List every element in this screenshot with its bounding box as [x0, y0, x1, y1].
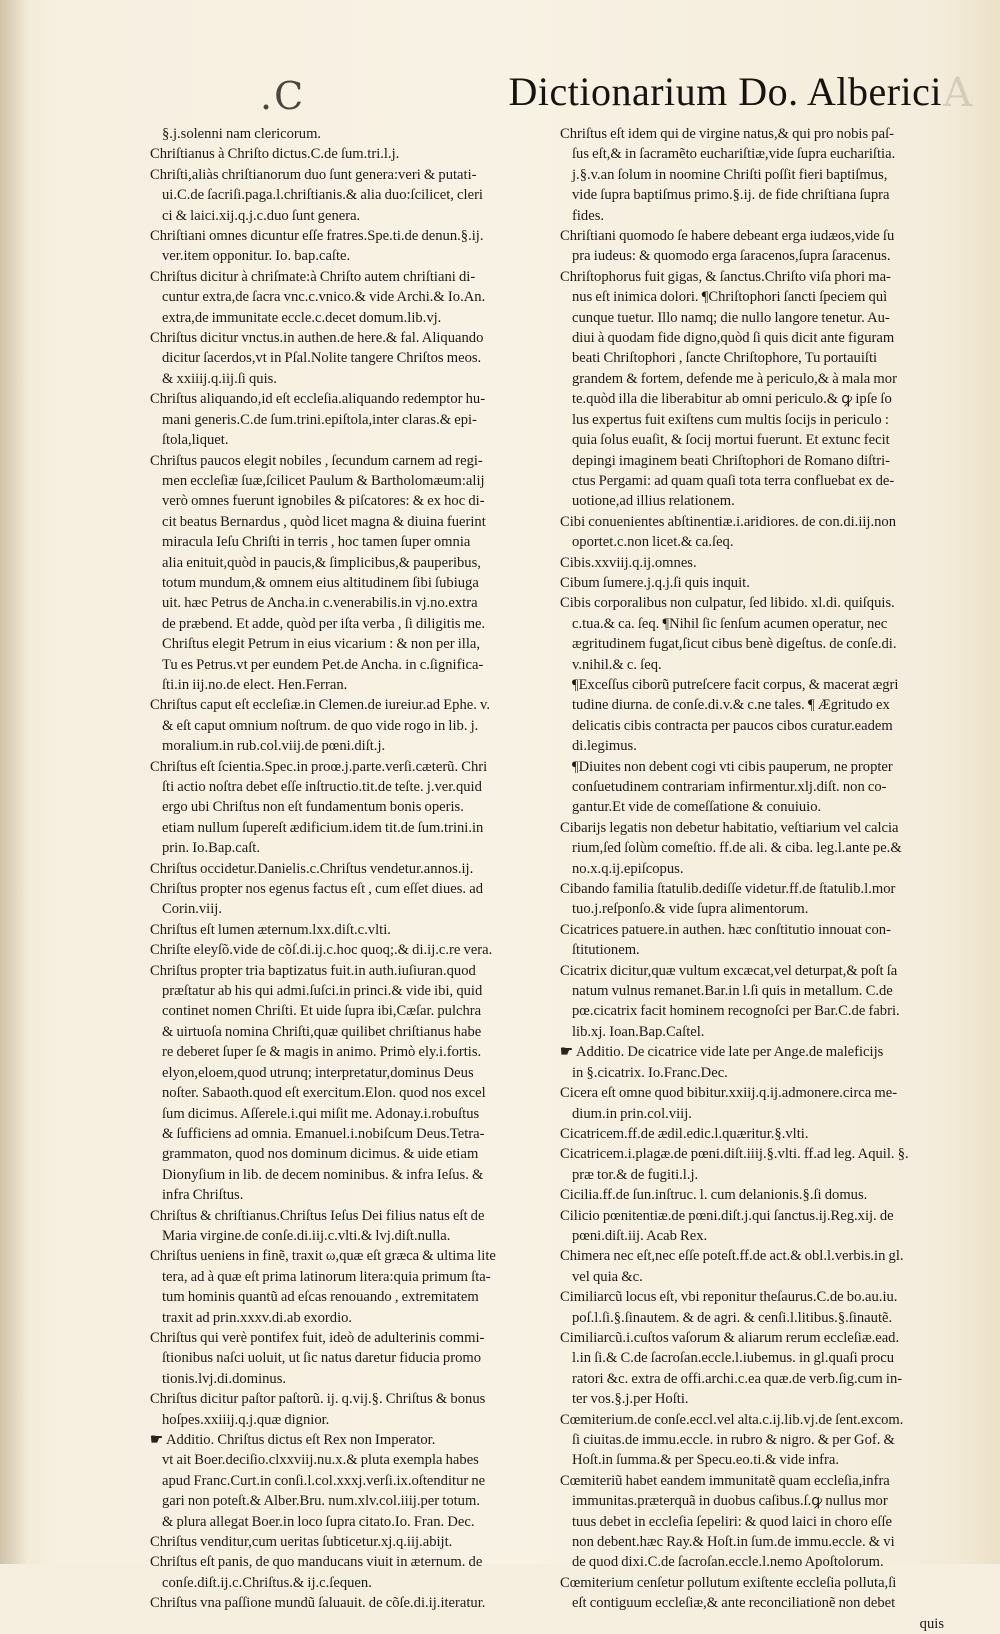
entry-text: Chriſtiani omnes dicuntur eſſe fratres.Spe.ti.de denun.§.ij. ver.item opponitur. Io. bap.caſte.: [150, 228, 484, 265]
dictionary-entry: [560, 593, 952, 675]
entry-text: Cibis corporalibus non culpatur, ſed libido. xl.di. quiſquis. c.tua.& ca. ſeq. ¶Nihil ſic ſenſum acumen operatur, nec ægritudinem fugat,ſicut cibus benè digeſtus. de conſe.di. v.nihil.& c. ſeq.: [560, 595, 897, 673]
dictionary-entry: [560, 961, 952, 1043]
dictionary-entry: [560, 1144, 952, 1185]
entry-text: Cicatricem.ff.de ædil.edic.l.quæritur.§.vlti.: [560, 1125, 809, 1142]
dictionary-entry: [560, 1471, 952, 1573]
entry-text: Chriſtus & chriſtianus.Chriſtus Ieſus Dei filius natus eſt de Maria virgine.de conſe.di.iij.c.vlti.& lvj.diſt.nulla.: [150, 1207, 485, 1244]
dictionary-entry: [150, 389, 550, 450]
entry-text: Cicatrices patuere.in authen. hæc conſtitutio innouat con- ſtitutionem.: [560, 921, 891, 959]
dictionary-entry: [560, 1328, 952, 1410]
addition-hand-icon: ☛: [560, 1044, 574, 1061]
dictionary-entry: [560, 267, 952, 512]
dictionary-entry: [150, 1532, 550, 1552]
additio-entry: [560, 1042, 952, 1083]
left-column: [150, 124, 550, 1614]
entry-text: ¶Exceſſus ciborũ putreſcere facit corpus, & macerat ægri tudine diurna. de conſe.di.v.& c.ne tales. ¶ Ægritudo ex delicatis cibis contracta per paucos cibos curatur.eadem di.legimus.: [572, 676, 899, 755]
entry-text: Cicera eſt omne quod bibitur.xxiij.q.ij.admonere.circa me- dium.in prin.col.viij.: [560, 1085, 898, 1122]
entry-text: Chriſtus eſt idem qui de virgine natus,& qui pro nobis paſ- ſus eſt,& in ſacramẽto euchariſtiæ,vide ſupra euchariſtia. j.§.v.an ſolum in noomine Chriſti poſſit fieri baptiſmus, vide ſupra baptiſmus primo.§.ij. de fide chriſtiana ſupra fides.: [560, 126, 896, 224]
entry-text: §.j.solenni nam clericorum.: [162, 126, 322, 142]
entry-text: Chriſtus qui verè pontifex fuit, ideò de adulterinis commi- ſtionibus naſci uoluit, ut ſic natus daretur fiducia promo tionis.lvj.di.dominus.: [150, 1329, 485, 1387]
dictionary-entry: [560, 818, 952, 879]
dictionary-entry: [150, 1552, 550, 1593]
dictionary-entry: [150, 940, 550, 960]
addition-hand-icon: ☛: [150, 1432, 164, 1448]
entry-text: Chriſtus paucos elegit nobiles , ſecundum carnem ad regi- men eccleſiæ ſuæ,ſcilicet Paulum & Bartholomæum:alij verò omnes fuerunt ignobiles & piſcatores: & ex hoc di- cit beatus Bernardus , quòd licet magna & diuina fuerint miracula Ieſu Chriſti in terris , hoc tamen ſuper omnia alia enituit,quòd in paucis,& ſimplicibus,& pauperibus, totum mundum,& omnem eius altitudinem ſibi ſubiuga uit. hæc Petrus de Ancha.in c.venerabilis.in vj.no.extra de præbend. Et adde, quòd per iſta verba , ſi diligitis me. Chriſtus elegit Petrum in eius vicarium : & non per illa, Tu es Petrus.vt per eundem Pet.de Ancha. in c.ſignifica- ſti.in iij.no.de elect. Hen.Ferran.: [150, 452, 486, 693]
dictionary-entry: [150, 859, 550, 879]
dictionary-entry: [150, 124, 550, 144]
entry-text: Chriſte eleyſõ.vide de cõſ.di.ij.c.hoc quoq;.& di.ij.c.re vera.: [150, 942, 493, 959]
entry-text: Chriſtus venditur,cum ueritas ſubticetur.xj.q.iij.abijt.: [150, 1534, 453, 1551]
dictionary-entry: [560, 226, 952, 267]
dictionary-entry: [150, 226, 550, 267]
entry-text: Chimera nec eſt,nec eſſe poteſt.ff.de act.& obl.l.verbis.in gl. vel quia &c.: [560, 1248, 904, 1285]
entry-text: ¶Diuites non debent cogi vti cibis pauperum, ne propter conſuetudinem contrariam infirmentur.xlj.diſt. non co- gantur.Et vide de comeſſatione & conuiuio.: [572, 758, 893, 816]
page-header: [150, 68, 972, 128]
entry-text: Chriſtus caput eſt eccleſiæ.in Clemen.de iureiur.ad Ephe. v. & eſt caput omnium noſtrum. de quo vide rogo in lib. j. moralium.in rub.col.viij.de pœni.diſt.j.: [150, 697, 491, 755]
dictionary-entry: [560, 1287, 952, 1328]
dictionary-entry: [150, 920, 550, 940]
dictionary-entry: [150, 267, 550, 328]
dictionary-entry: [150, 1206, 550, 1247]
entry-text: Chriſtianus à Chriſto dictus.C.de ſum.tri.l.j.: [150, 146, 400, 163]
entry-text: Chriſtus eſt panis, de quo manducans viuit in æternum. de conſe.diſt.ij.c.Chriſtus.& ij.c.ſequen.: [150, 1554, 483, 1591]
dictionary-entry: [560, 879, 952, 920]
catchword: quis: [919, 1615, 944, 1632]
dictionary-entry: [150, 879, 550, 920]
entry-text: Chriſtus aliquando,id eſt eccleſia.aliquando redemptor hu- mani generis.C.de ſum.trini.epiſtola,inter claras.& epi- ſtola,liquet.: [150, 391, 486, 449]
dictionary-entry: [560, 1124, 952, 1144]
dictionary-entry: [150, 144, 550, 164]
entry-text: Cibarijs legatis non debetur habitatio, veſtiarium vel calcia rium,ſed ſolùm comeſtio. ff.de ali. & ciba. leg.l.ante pe.& no.x.q.ij.epiſcopus.: [560, 819, 902, 877]
dictionary-entry: [560, 757, 952, 818]
folio-mark: .C: [260, 74, 306, 118]
entry-text: Cœmiteriũ habet eandem immunitatẽ quam eccleſia,infra immunitas.præterquã in duobus caſibus.ſ.ꝙ nullus mor tuus debet in eccleſia ſepeliri: & quod laici in choro eſſe non debent.hæc Ray.& Hoſt.in ſum.de immu.eccle. & vi de quod dixi.C.de ſacroſan.eccle.l.nemo Apoſtolorum.: [560, 1472, 895, 1571]
entry-text: Cimiliarcũ locus eſt, vbi reponitur theſaurus.C.de bo.au.iu. poſ.l.ſi.§.ſinautem. & de agri. & cenſi.l.litibus.§.ſinautẽ.: [560, 1289, 898, 1326]
entry-text: Chriſtus occidetur.Danielis.c.Chriſtus vendetur.annos.ij.: [150, 860, 474, 877]
right-column: [560, 124, 952, 1634]
dictionary-entry: [150, 961, 550, 1206]
entry-text: Chriſtus eſt ſcientia.Spec.in proœ.j.parte.verſi.cæterũ. Chri ſti actio noſtra debet eſſe inſtructio.tit.de teſte. j.ver.quid ergo ubi Chriſtus non eſt fundamentum bonis operis. etiam nullum ſupereſt ædificium.idem tit.de ſum.trini.in prin. Io.Bap.caſt.: [150, 758, 488, 857]
dictionary-entry: [560, 553, 952, 573]
entry-text: Additio. De cicatrice vide late per Ange.de maleficijs in §.cicatrix. Io.Franc.Dec.: [572, 1044, 884, 1081]
dictionary-entry: [560, 512, 952, 553]
dictionary-entry: [560, 1206, 952, 1247]
dictionary-entry: [150, 165, 550, 226]
entry-text: Chriſtus vna paſſione mundũ ſaluauit. de cõſe.di.ij.iteratur.: [150, 1595, 486, 1612]
dictionary-entry: [150, 1328, 550, 1389]
dictionary-entry: [150, 1389, 550, 1430]
entry-text: Chriſti,aliàs chriſtianorum duo ſunt genera:veri & putati- ui.C.de ſacriſi.paga.l.chriſtianis.& alia duo:ſcilicet, cleri ci & laici.xij.q.j.c.duo ſunt genera.: [150, 166, 483, 224]
entry-text: Chriſtophorus fuit gigas, & ſanctus.Chriſto viſa phori ma- nus eſt inimica dolori. ¶Chriſtophori ſancti ſpeciem quì cunque tuetur. Illo namq; die nullo langore tenetur. Au- diui à quodam fide digno,quòd ſi quis dicit ante figuram beati Chriſtophori , ſancte Chriſtophore, Tu portauiſti grandem & fortem, defende me à periculo,& à mala mor te.quòd illa die liberabitur ab omni periculo.& ꝙ ipſe ſo lus expertus fuit exiſtens cum multis ſocijs in periculo : quia ſolus euaſit, & ſocij mortui fuerunt. Et extunc fecit depingi imaginem beati Chriſtophori de Romano diſtri- ctus Pergami: ad quam quaſi tota terra confluebat ex de- uotione,ad illius relationem.: [560, 268, 897, 510]
dictionary-entry: [560, 920, 952, 961]
dictionary-entry: [560, 573, 952, 593]
entry-text: Chriſtus eſt lumen æternum.lxx.diſt.c.vlti.: [150, 921, 391, 938]
entry-text: Cicatrix dicitur,quæ vultum excæcat,vel deturpat,& poſt ſa natum vulnus remanet.Bar.in l.ſi quis in metallum. C.de pœ.cicatrix facit hominem recognoſci per Bar.C.de fabri. lib.xj. Ioan.Bap.Caſtel.: [560, 962, 900, 1040]
dictionary-entry: [560, 1083, 952, 1124]
dictionary-entry: [150, 1593, 550, 1613]
dictionary-entry: [560, 1246, 952, 1287]
entry-text: Chriſtus dicitur paſtor paſtorũ. ij. q.vij.§. Chriſtus & bonus hoſpes.xxiiij.q.j.quæ dignior.: [150, 1391, 486, 1428]
entry-text: Cibum ſumere.j.q.j.ſi quis inquit.: [560, 574, 750, 591]
entry-text: Cibis.xxviij.q.ij.omnes.: [560, 554, 697, 571]
entry-text: Cilicio pœnitentiæ.de pœni.diſt.j.qui ſanctus.ij.Reg.xij. de pœni.diſt.iij. Acab Rex.: [560, 1207, 894, 1244]
entry-text: Chriſtus dicitur vnctus.in authen.de here.& fal. Aliquando dicitur ſacerdos,vt in Pſal.Nolite tangere Chriſtos meos. & xxiiij.q.iij.ſi quis.: [150, 330, 484, 387]
running-title: Dictionarium Do. Alberici: [508, 69, 942, 114]
dictionary-entry: [560, 124, 952, 226]
dictionary-entry: [560, 675, 952, 757]
entry-text: Cicatricem.i.plagæ.de pœni.diſt.iiij.§.vlti. ff.ad leg. Aquil. §. præ tor.& de fugiti.l.j.: [560, 1146, 909, 1183]
page-gutter-shadow: [0, 0, 28, 1564]
entry-text: Chriſtus propter tria baptizatus fuit.in auth.iuſiuran.quod præſtatur ab his qui admi.ſuſci.in princi.& vide ibi, quid continet nomen Chriſti. Et uide ſupra ibi,Cæſar. pulchra & uirtuoſa nomina Chriſti,quæ quilibet chriſtianus habe re deberet ſuper ſe & magis in animo. Primò ely.i.fortis. elyon,eloem,quod utrunq; interpretatur,dominus Deus noſter. Sabaoth.quod eſt exercitum.Elon. quod nos excel ſum dicimus. Aſſerele.i.qui miſit me. Adonay.i.robuſtus & ſufficiens ad omnia. Emanuel.i.nobiſcum Deus.Tetra- grammaton, quod nos dominum dicimus. & uide etiam Dionyſium in lib. de decem nominibus. & infra Ieſus. & infra Chriſtus.: [150, 962, 486, 1204]
dictionary-entry: [560, 1410, 952, 1471]
dictionary-entry: [150, 328, 550, 389]
entry-text: Cimiliarcũ.i.cuſtos vaſorum & aliarum rerum eccleſiæ.ead. l.in ſi.& C.de ſacroſan.eccle.l.iubemus. in gl.quaſi procu ratori &c. extra de offi.archi.c.ea quæ.de verb.ſig.cum in- ter vos.§.j.per Hoſti.: [560, 1329, 903, 1408]
entry-text: Chriſtus dicitur à chriſmate:à Chriſto autem chriſtiani di- cuntur extra,de ſacra vnc.c.vnico.& vide Archi.& Io.An. extra,de immunitate eccle.c.decet domum.lib.vj.: [150, 268, 486, 326]
dictionary-entry: [150, 757, 550, 859]
entry-text: Chriſtiani quomodo ſe habere debeant erga iudæos,vide ſu pra iudeus: & quomodo erga ſaracenos,ſupra ſaracenus.: [560, 228, 895, 265]
dictionary-entry: [560, 1185, 952, 1205]
entry-text: Chriſtus ueniens in finẽ, traxit ω,quæ eſt græca & ultima lite tera, ad à quæ eſt prima latinorum litera:quia primum ſta- tum hominis quantũ ad eſcas renouando , extremitatem traxit ad prin.xxxv.di.ab exordio.: [150, 1248, 496, 1326]
entry-text: Cibi conuenientes abſtinentiæ.i.aridiores. de con.di.iij.non oportet.c.non licet.& ca.ſeq.: [560, 513, 897, 551]
entry-text: Cœmiterium.de conſe.eccl.vel alta.c.ij.lib.vj.de ſent.excom. ſi ciuitas.de immu.eccle. in rubro & nigro. & per Gof. & Hoſt.in ſumma.& per Specu.eo.ti.& vide infra.: [560, 1411, 904, 1469]
entry-text: Cibando familia ſtatulib.dediſſe videtur.ff.de ſtatulib.l.mor tuo.j.reſponſo.& vide ſupra alimentorum.: [560, 881, 896, 918]
entry-text: Additio. Chriſtus dictus eſt Rex non Imperator. vt ait Boer.deciſio.clxxviij.nu.x.& pluta exempla habes apud Franc.Curt.in conſi.l.col.xxxj.verſi.ix.oſtenditur ne gari non poteſt.& Alber.Bru. num.xlv.col.iiij.per totum. & plura allegat Boer.in loco ſupra citato.Io. Fran. Dec.: [162, 1432, 486, 1530]
show-through-letter: A: [943, 70, 972, 116]
dictionary-entry: [150, 1246, 550, 1328]
entry-text: Cœmiterium cenſetur pollutum exiſtente eccleſia polluta,ſi eſt contiguum eccleſiæ,& ante reconciliationẽ non debet: [560, 1574, 897, 1612]
entry-text: Chriſtus propter nos egenus factus eſt , cum eſſet diues. ad Corin.viij.: [150, 881, 484, 918]
additio-entry: [150, 1430, 550, 1532]
dictionary-entry: [150, 451, 550, 696]
dictionary-entry: [150, 695, 550, 756]
dictionary-entry: [560, 1573, 952, 1614]
entry-text: Cicilia.ff.de ſun.inſtruc. l. cum delanionis.§.ſi domus.: [560, 1187, 868, 1204]
